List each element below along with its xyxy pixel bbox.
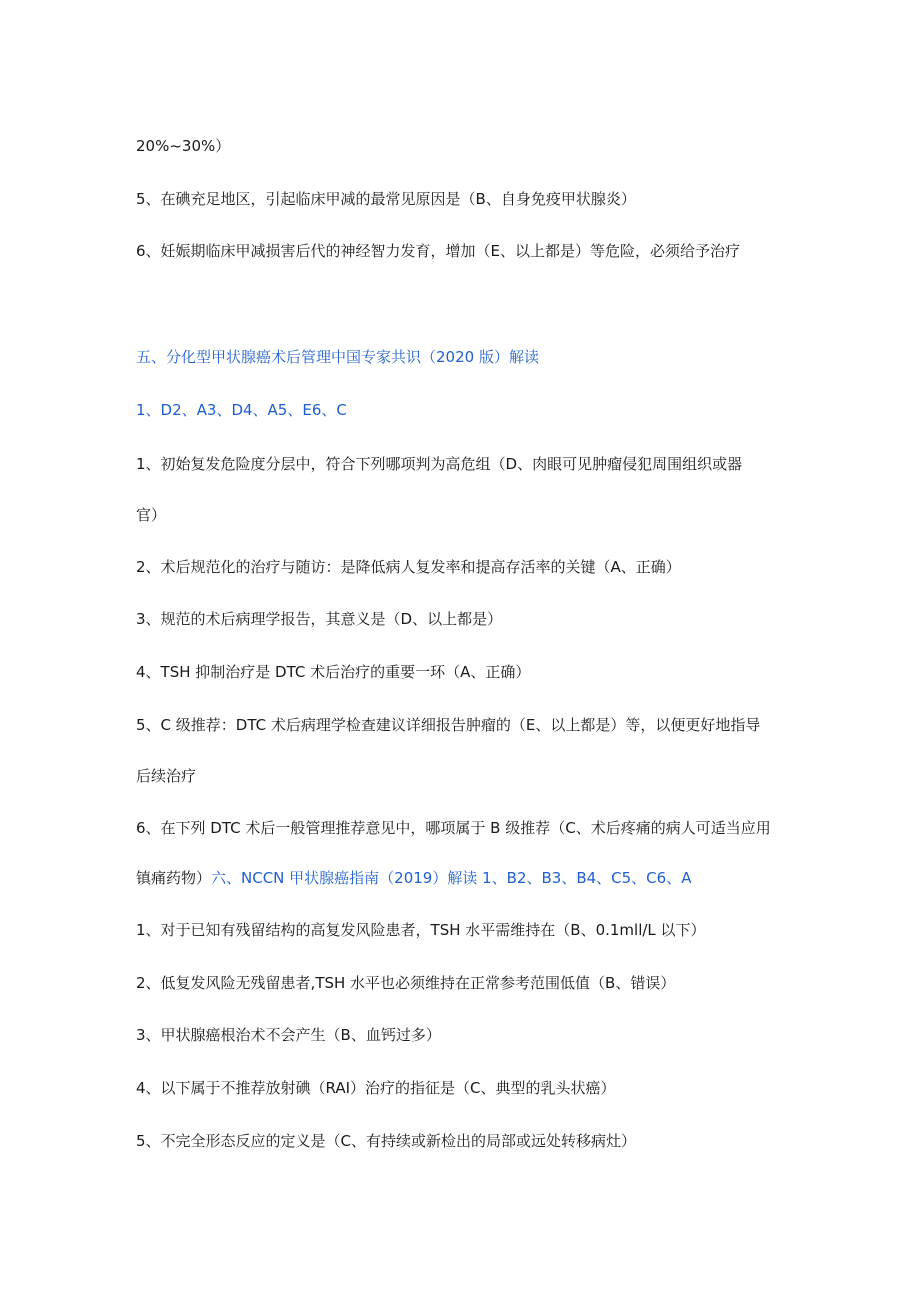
text-line: 1、初始复发危险度分层中，符合下列哪项判为高危组（D、肉眼可见肿瘤侵犯周围组织或器 bbox=[136, 455, 743, 473]
text-line: 6、妊娠期临床甲减损害后代的神经智力发育，增加（E、以上都是）等危险，必须给予治疗 bbox=[136, 242, 741, 260]
section-heading: 五、分化型甲状腺癌术后管理中国专家共识（2020 版）解读 bbox=[136, 348, 539, 366]
text-line: 4、TSH 抑制治疗是 DTC 术后治疗的重要一环（A、正确） bbox=[136, 663, 531, 681]
text-line: 后续治疗 bbox=[136, 767, 197, 785]
text-line: 20%~30%） bbox=[136, 137, 231, 155]
text-line: 2、低复发风险无残留患者,TSH 水平也必须维持在正常参考范围低值（B、错误） bbox=[136, 974, 676, 992]
text-line: 5、C 级推荐：DTC 术后病理学检查建议详细报告肿瘤的（E、以上都是）等，以便更好地指导 bbox=[136, 716, 761, 734]
text-line: 3、甲状腺癌根治术不会产生（B、血钙过多） bbox=[136, 1026, 441, 1044]
mixed-line bbox=[136, 868, 691, 888]
text-line: 4、以下属于不推荐放射碘（RAI）治疗的指征是（C、典型的乳头状癌） bbox=[136, 1079, 616, 1097]
text-line: 6、在下列 DTC 术后一般管理推荐意见中，哪项属于 B 级推荐（C、术后疼痛的病人可适当应用 bbox=[136, 819, 771, 837]
answer-key: 1、D2、A3、D4、A5、E6、C bbox=[136, 401, 347, 419]
text-line: 官） bbox=[136, 506, 167, 524]
section-heading: 六、NCCN 甲状腺癌指南（2019）解读 1、B2、B3、B4、C5、C6、A bbox=[211, 869, 692, 887]
text-line: 1、对于已知有残留结构的高复发风险患者，TSH 水平需维持在（B、0.1mll/L 以下） bbox=[136, 921, 706, 939]
text-line: 2、术后规范化的治疗与随访：是降低病人复发率和提高存活率的关键（A、正确） bbox=[136, 558, 681, 576]
text-line: 5、不完全形态反应的定义是（C、有持续或新检出的局部或远处转移病灶） bbox=[136, 1132, 637, 1150]
text-line: 3、规范的术后病理学报告，其意义是（D、以上都是） bbox=[136, 610, 503, 628]
text-span: 镇痛药物） bbox=[136, 869, 212, 887]
text-line: 5、在碘充足地区，引起临床甲减的最常见原因是（B、自身免疫甲状腺炎） bbox=[136, 190, 636, 208]
